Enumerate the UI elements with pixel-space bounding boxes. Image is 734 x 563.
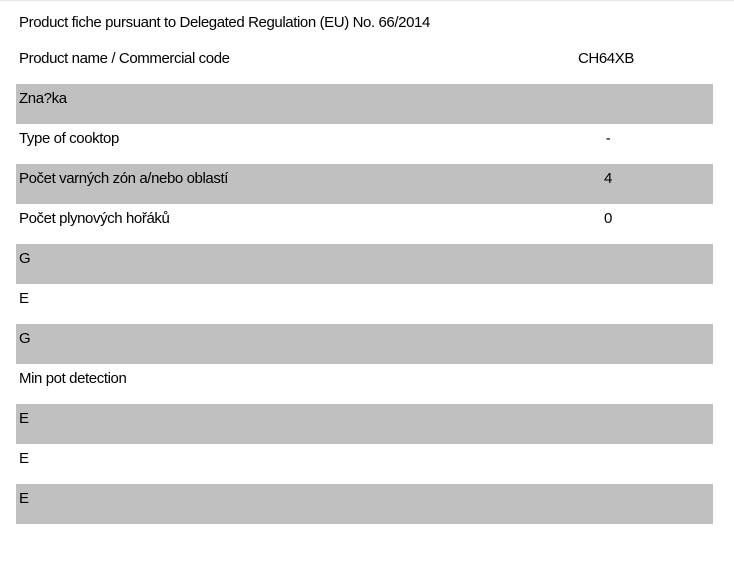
row-min-pot-detection — [16, 364, 713, 404]
row-label: Min pot detection — [19, 370, 127, 387]
row-e-4 — [16, 484, 713, 524]
row-label: Počet plynových hořáků — [19, 210, 170, 227]
product-fiche-table — [16, 44, 713, 524]
row-e-3 — [16, 444, 713, 484]
row-g-2 — [16, 324, 713, 364]
row-g-1 — [16, 244, 713, 284]
row-label: E — [19, 290, 29, 307]
row-value: 4 — [604, 170, 612, 187]
row-label: Zna?ka — [19, 90, 67, 107]
row-e-2 — [16, 404, 713, 444]
row-value: - — [605, 130, 611, 147]
fiche-heading: Product fiche pursuant to Delegated Regulation (EU) No. 66/2014 — [19, 14, 430, 31]
row-e-1 — [16, 284, 713, 324]
row-cooktop-type — [16, 124, 713, 164]
row-label: Počet varných zón a/nebo oblastí — [19, 170, 229, 187]
row-label: E — [19, 450, 29, 467]
row-label: E — [19, 410, 29, 427]
row-label: Type of cooktop — [19, 130, 119, 147]
row-product-name — [16, 44, 713, 84]
row-value: 0 — [604, 210, 612, 227]
row-value: CH64XB — [578, 50, 634, 67]
row-label: E — [19, 490, 29, 507]
row-gas-burners — [16, 204, 713, 244]
row-brand — [16, 84, 713, 124]
top-divider — [0, 0, 734, 1]
row-label: G — [19, 250, 31, 267]
row-cooking-zones — [16, 164, 713, 204]
row-label: G — [19, 330, 31, 347]
row-label: Product name / Commercial code — [19, 50, 230, 67]
